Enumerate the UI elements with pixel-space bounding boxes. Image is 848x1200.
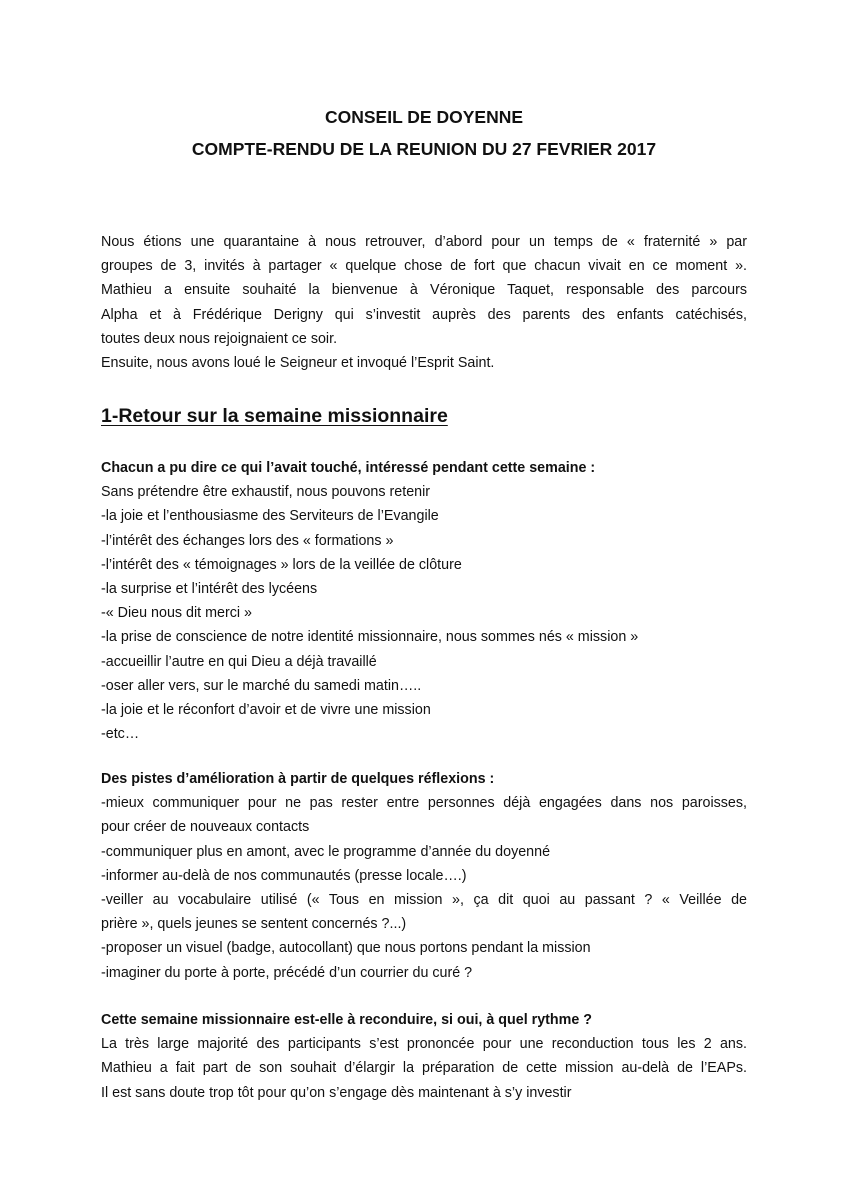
improvement-line: pour créer de nouveaux contacts [101,819,310,836]
renew-subheading: Cette semaine missionnaire est-elle à reconduire, si oui, à quel rythme ? [101,1012,593,1028]
improvement-line: -imaginer du porte à porte, précédé d’un courrier du curé ? [101,964,473,981]
intro-line: Alpha et à Frédérique Derigny qui s’investit auprès des parents des enfants catéchisés, [101,306,747,323]
improvement-line: -informer au-delà de nos communautés (presse locale….) [101,867,467,884]
touched-line: -la prise de conscience de notre identité missionnaire, nous sommes nés « mission » [101,629,639,646]
touched-line: -la surprise et l’intérêt des lycéens [101,581,318,598]
intro-line: toutes deux nous rejoignaient ce soir. [101,330,338,347]
intro-line: Nous étions une quarantaine à nous retrouver, d’abord pour un temps de « fraternité » par [101,234,747,250]
intro-line: Ensuite, nous avons loué le Seigneur et invoqué l’Esprit Saint. [101,355,495,372]
touched-line: -la joie et le réconfort d’avoir et de vivre une mission [101,702,431,719]
improvements-block [101,767,747,985]
touched-line: -oser aller vers, sur le marché du samedi matin….. [101,677,422,694]
intro-line: Mathieu a ensuite souhaité la bienvenue à Véronique Taquet, responsable des parcours [101,282,747,299]
renew-block [101,1008,747,1105]
improvement-line: -proposer un visuel (badge, autocollant) que nous portons pendant la mission [101,940,591,957]
touched-line: -etc… [101,726,140,743]
intro-line: groupes de 3, invités à partager « quelque chose de fort que chacun vivait en ce moment ». [101,258,747,275]
touched-subheading: Chacun a pu dire ce qui l’avait touché, intéressé pendant cette semaine : [101,460,596,476]
document-title: CONSEIL DE DOYENNE [324,107,524,127]
touched-line: -accueillir l’autre en qui Dieu a déjà travaillé [101,653,377,670]
touched-line: -« Dieu nous dit merci » [101,605,252,622]
touched-line: -la joie et l’enthousiasme des Serviteurs de l’Evangile [101,508,439,525]
improvement-line: -mieux communiquer pour ne pas rester entre personnes déjà engagées dans nos paroisses, [101,795,747,812]
touched-line: Sans prétendre être exhaustif, nous pouvons retenir [101,484,431,501]
touched-line: -l’intérêt des échanges lors des « formations » [101,532,394,549]
section-heading: 1-Retour sur la semaine missionnaire [101,405,448,427]
improvement-line: prière », quels jeunes se sentent concernés ?...) [101,916,407,933]
renew-line: La très large majorité des participants s’est prononcée pour une reconduction tous les 2 ans. [101,1036,747,1053]
touched-block [101,456,747,746]
renew-line: Mathieu a fait part de son souhait d’élargir la préparation de cette mission au-delà de l’EAPs. [101,1060,747,1077]
improvement-line: -veiller au vocabulaire utilisé (« Tous en mission », ça dit quoi au passant ? « Veillée de [101,892,747,909]
intro-paragraph [101,230,747,375]
document-subtitle: COMPTE-RENDU DE LA REUNION DU 27 FEVRIER 2017 [191,139,657,159]
renew-line: Il est sans doute trop tôt pour qu’on s’engage dès maintenant à s’y investir [101,1084,572,1101]
touched-line: -l’intérêt des « témoignages » lors de la veillée de clôture [101,556,462,573]
improvement-line: -communiquer plus en amont, avec le programme d’année du doyenné [101,843,551,860]
improvements-subheading: Des pistes d’amélioration à partir de quelques réflexions : [101,771,495,787]
